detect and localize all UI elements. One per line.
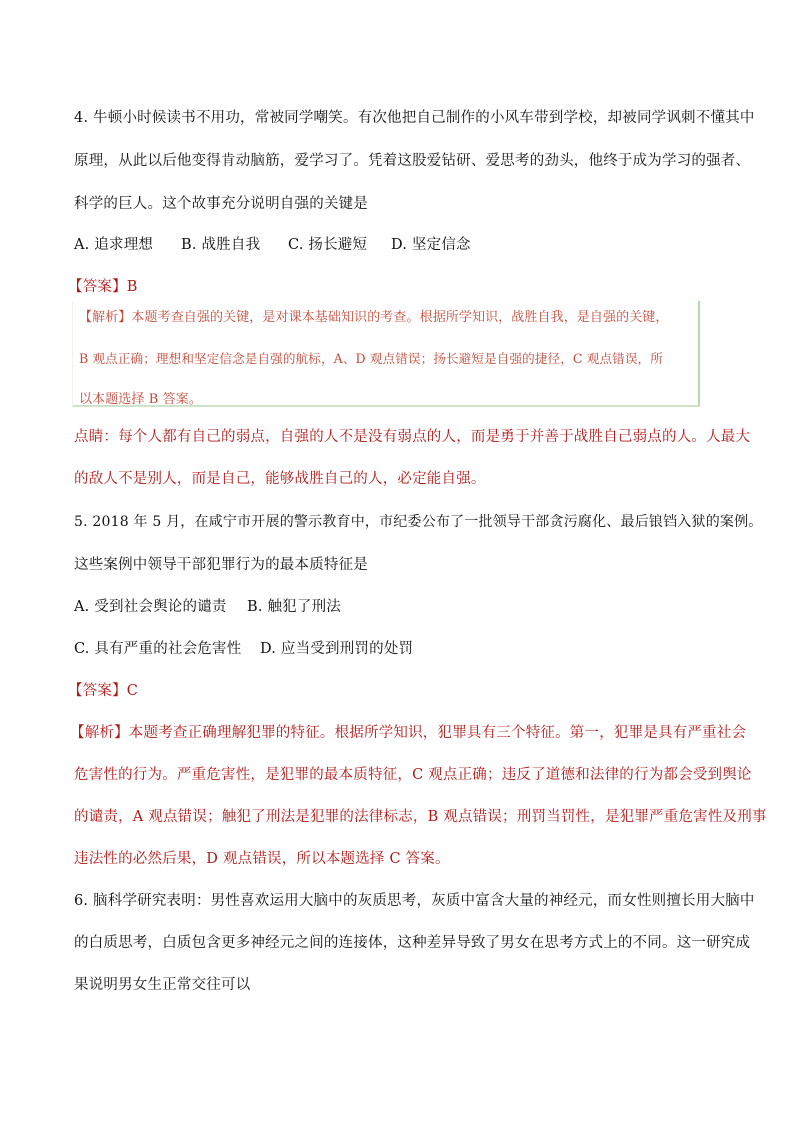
q4-analysis-line-2: B 观点正确；理想和坚定信念是自强的航标，A、D 观点错误；扬长避短是自强的捷径，C 观点错误，所 <box>79 351 663 366</box>
q4-option-b: B. 战胜自我 <box>181 237 261 253</box>
q4-stem-line-1: 4. 牛顿小时候读书不用功，常被同学嘲笑。有次他把自己制作的小风车带到学校，却被同学讽刺不懂其中 <box>74 110 755 126</box>
q6-stem-line-1: 6. 脑科学研究表明：男性喜欢运用大脑中的灰质思考，灰质中富含大量的神经元，而女性则擅长用大脑中 <box>74 893 755 909</box>
q5-stem-line-1: 5. 2018 年 5 月，在咸宁市开展的警示教育中，市纪委公布了一批领导干部贪污腐化、最后锒铛入狱的案例。 <box>74 514 763 530</box>
q5-analysis-line-4: 违法性的必然后果，D 观点错误，所以本题选择 C 答案。 <box>74 851 450 867</box>
q4-option-a: A. 追求理想 <box>74 237 154 253</box>
q4-option-d: D. 坚定信念 <box>391 237 471 253</box>
q5-option-b: B. 触犯了刑法 <box>247 599 341 615</box>
q5-stem-line-2: 这些案例中领导干部犯罪行为的最本质特征是 <box>74 557 368 573</box>
q5-option-c: C. 具有严重的社会危害性 <box>74 641 242 657</box>
q5-options-row-2 <box>74 639 413 659</box>
q4-answer: 【答案】B <box>68 279 138 295</box>
q4-stem-line-3: 科学的巨人。这个故事充分说明自强的关键是 <box>74 196 368 212</box>
q6-stem-line-2: 的白质思考，白质包含更多神经元之间的连接体，这种差异导致了男女在思考方式上的不同。这一研究成 <box>74 935 751 951</box>
q4-option-c: C. 扬长避短 <box>288 237 368 253</box>
q5-answer: 【答案】C <box>68 683 139 699</box>
q4-analysis-line-1: 【解析】本题考查自强的关键，是对课本基础知识的考查。根据所学知识，战胜自我，是自强的关键， <box>79 310 669 325</box>
q5-analysis-line-2: 危害性的行为。严重危害性，是犯罪的最本质特征，C 观点正确；违反了道德和法律的行为都会受到舆论 <box>74 767 752 783</box>
q4-options <box>74 235 471 255</box>
q5-options-row-1 <box>74 597 341 617</box>
q5-analysis-line-1: 【解析】本题考查正确理解犯罪的特征。根据所学知识，犯罪具有三个特征。第一，犯罪是具有严重社会 <box>70 725 747 741</box>
q4-analysis-box <box>72 301 700 407</box>
q5-option-a: A. 受到社会舆论的谴责 <box>74 599 227 615</box>
q5-option-d: D. 应当受到刑罚的处罚 <box>260 641 414 657</box>
q4-stem-line-2: 原理，从此以后他变得肯动脑筋，爱学习了。凭着这股爱钻研、爱思考的劲头，他终于成为学习的强者、 <box>74 153 751 169</box>
q4-analysis-line-3: 以本题选择 B 答案。 <box>79 392 202 407</box>
q5-analysis-line-3: 的谴责，A 观点错误；触犯了刑法是犯罪的法律标志，B 观点错误；刑罚当罚性，是犯罪严重危害性及刑事 <box>74 809 767 825</box>
q4-tip-line-2: 的敌人不是别人，而是自己，能够战胜自己的人，必定能自强。 <box>74 471 486 487</box>
q4-tip-line-1: 点睛：每个人都有自己的弱点，自强的人不是没有弱点的人，而是勇于并善于战胜自己弱点的人。人最大 <box>74 429 751 445</box>
q6-stem-line-3: 果说明男女生正常交往可以 <box>74 977 251 993</box>
